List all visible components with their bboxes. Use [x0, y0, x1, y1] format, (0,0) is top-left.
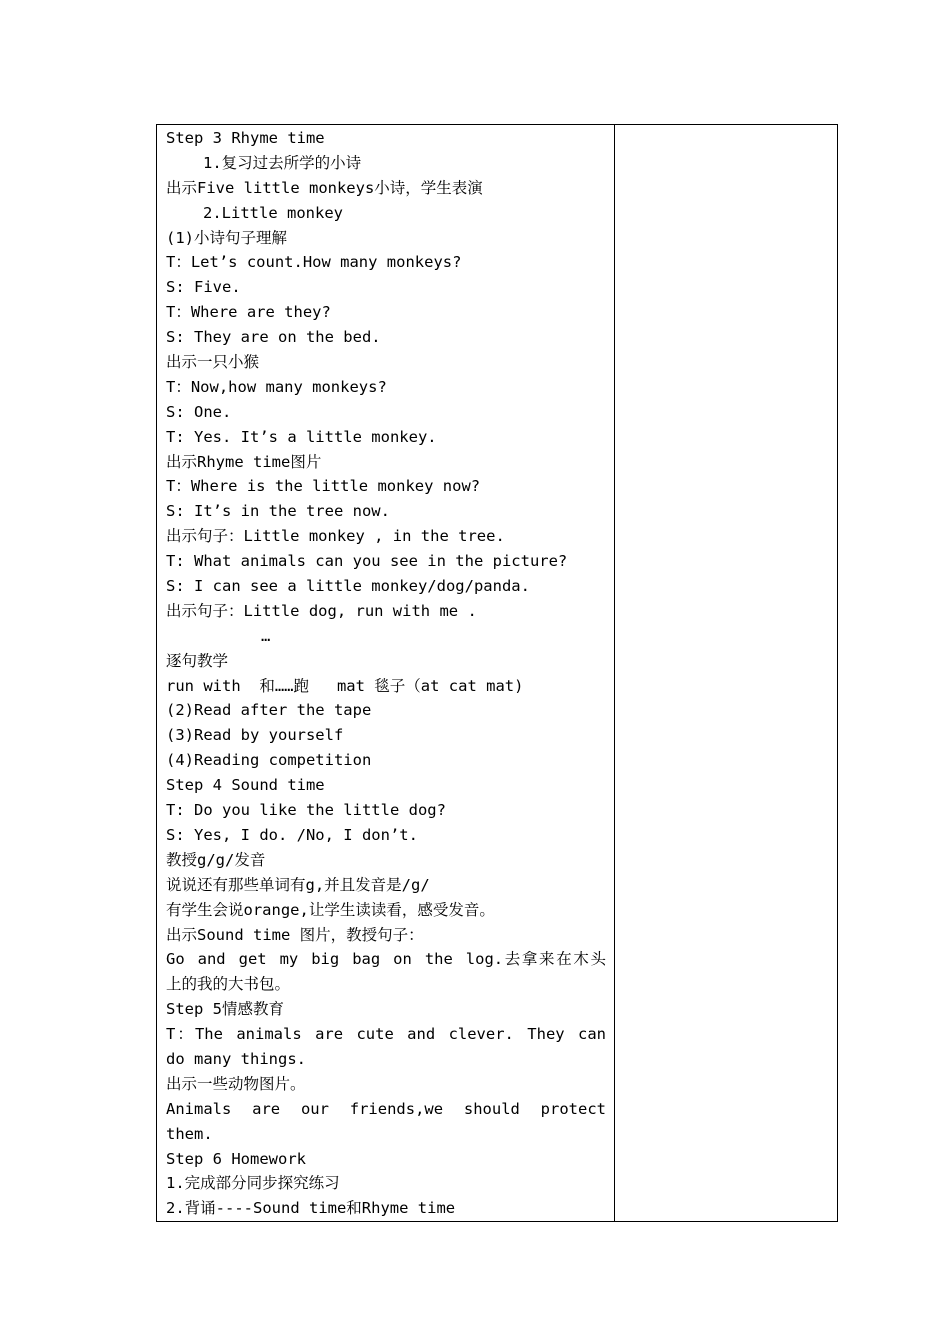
text-line: Step 3 Rhyme time	[166, 129, 325, 147]
notes-cell	[615, 125, 838, 1222]
text-line: T: Do you like the little dog?	[166, 801, 446, 820]
table-row	[157, 125, 838, 1222]
text-line: 教授g/g/发音	[166, 850, 266, 869]
text-line: S: Five.	[166, 278, 241, 297]
text-line: T：Let’s count.How many monkeys?	[166, 253, 462, 272]
text-line: S: One.	[166, 402, 232, 421]
text-line: T: Yes. It’s a little monkey.	[166, 427, 437, 446]
text-line: 出示Sound time 图片，教授句子：	[166, 925, 424, 944]
text-line: S: They are on the bed.	[166, 328, 381, 347]
text-line: S: I can see a little monkey/dog/panda.	[166, 577, 530, 596]
lesson-plan-table	[156, 124, 838, 1222]
text-line: 出示Rhyme time图片	[166, 452, 322, 471]
text-line: do many things.	[166, 1049, 306, 1068]
text-line: …	[261, 626, 271, 645]
text-line: Step 6 Homework	[166, 1149, 306, 1168]
text-line: S: Yes, I do. /No, I don’t.	[166, 825, 418, 844]
lesson-steps-cell	[157, 125, 615, 1222]
text-line: (2)Read after the tape	[166, 701, 372, 720]
text-line: (1)小诗句子理解	[166, 228, 287, 247]
text-line: S: It’s in the tree now.	[166, 502, 390, 521]
text-line: 说说还有那些单词有g,并且发音是/g/	[166, 875, 430, 894]
text-line: (4)Reading competition	[166, 751, 372, 770]
text-line: 出示句子：Little monkey , in the tree.	[166, 527, 505, 546]
text-line: T：Where are they?	[166, 303, 331, 322]
text-line: Step 4 Sound time	[166, 776, 325, 795]
text-line: them.	[166, 1124, 213, 1143]
text-line: (3)Read by yourself	[166, 726, 344, 745]
text-line: 出示一些动物图片。	[166, 1074, 306, 1093]
text-line: 2.背诵----Sound time和Rhyme time	[166, 1199, 456, 1218]
text-line: 上的我的大书包。	[166, 975, 291, 994]
lesson-text-block	[157, 125, 614, 1221]
text-line: T: What animals can you see in the picture?	[166, 552, 568, 571]
text-line: 逐句教学	[166, 651, 229, 670]
text-line: Step 5情感教育	[166, 1000, 284, 1019]
text-line: 出示一只小猴	[166, 353, 260, 372]
text-line: 1.复习过去所学的小诗	[203, 153, 362, 172]
text-line: 出示句子：Little dog, run with me .	[166, 601, 477, 620]
text-line: Go and get my big bag on the log.去拿来在木头	[166, 950, 606, 969]
text-line: run with 和……跑 mat 毯子（at cat mat)	[166, 676, 524, 695]
text-line: T：The animals are cute and clever. They can	[166, 1025, 606, 1044]
text-line: 出示Five little monkeys小诗，学生表演	[166, 178, 483, 197]
text-line: 有学生会说orange,让学生读读看，感受发音。	[166, 900, 495, 919]
text-line: 2.Little monkey	[203, 203, 343, 222]
text-line: 1.完成部分同步探究练习	[166, 1174, 340, 1193]
text-line: T：Where is the little monkey now?	[166, 477, 481, 496]
text-line: T：Now,how many monkeys?	[166, 377, 387, 396]
text-line: Animals are our friends,we should protect	[166, 1099, 606, 1118]
